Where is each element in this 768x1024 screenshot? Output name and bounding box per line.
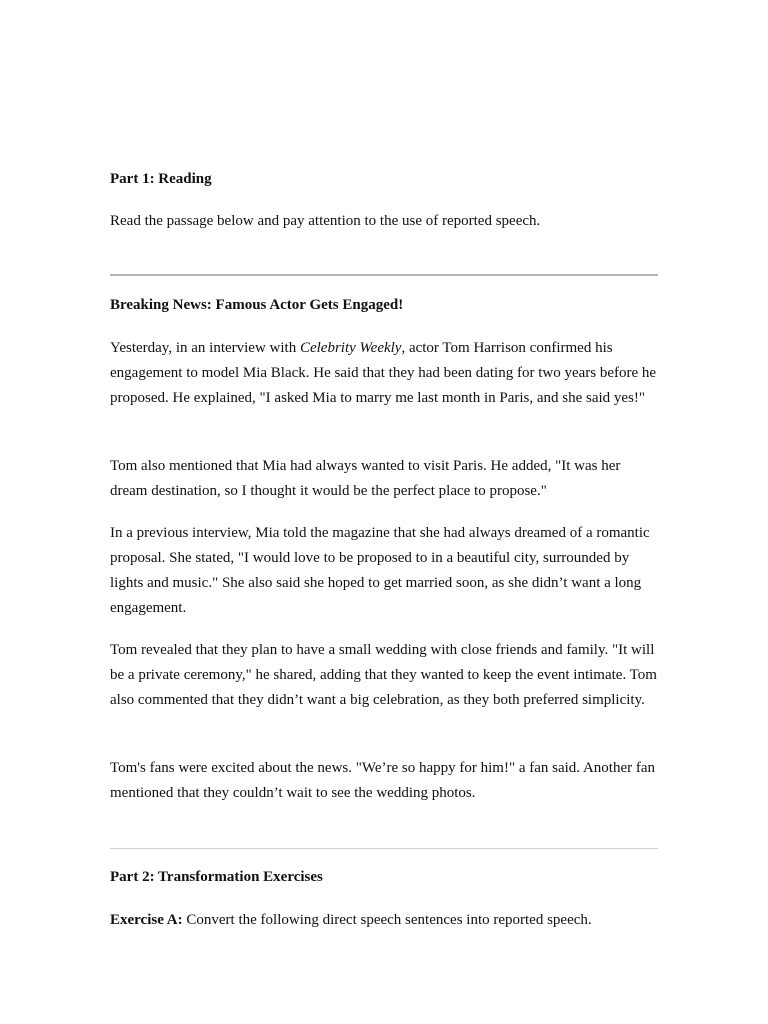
part2-heading: Part 2: Transformation Exercises	[110, 869, 323, 885]
magazine-title: Celebrity Weekly	[299, 340, 402, 356]
article-paragraph-4: Tom revealed that they plan to have a small wedding with close friends and family. "It will be a private ceremony," he shared, adding that they wanted to keep the event intimate. Tom also commented that they didn’t want a big celebration, as they both preferred simplicity.	[110, 642, 657, 708]
article-paragraph-2: Tom also mentioned that Mia had always wanted to visit Paris. He added, "It was her dream destination, so I thought it would be the perfect place to propose."	[110, 458, 621, 499]
p1-text-end: , actor Tom Harrison confirmed his engagement to model Mia Black. He said that they had been dating for two years before he proposed. He explained, "I asked Mia to marry me last month in Paris, and she said yes!"	[110, 340, 657, 406]
section-divider-top	[110, 274, 658, 276]
article-paragraph-3: In a previous interview, Mia told the magazine that she had always dreamed of a romantic proposal. She stated, "I would love to be proposed to in a beautiful city, surrounded by lights and music." She also said she hoped to get married soon, as she didn’t want a long engagement.	[110, 525, 650, 616]
article-paragraph-5: Tom's fans were excited about the news. "We’re so happy for him!" a fan said. Another fan mentioned that they couldn’t wait to see the wedding photos.	[110, 760, 656, 801]
section-divider-bottom	[110, 848, 658, 849]
part1-heading: Part 1: Reading	[110, 171, 212, 187]
part1-intro: Read the passage below and pay attention to the use of reported speech.	[110, 213, 541, 229]
article-headline: Breaking News: Famous Actor Gets Engaged!	[110, 297, 404, 313]
exercise-a-instruction	[110, 908, 660, 933]
exercise-a-label: Exercise A:	[110, 912, 183, 928]
article-paragraph-1	[110, 336, 660, 411]
exercise-a-text: Convert the following direct speech sentences into reported speech.	[182, 912, 592, 928]
p1-text-start: Yesterday, in an interview with	[110, 340, 300, 356]
